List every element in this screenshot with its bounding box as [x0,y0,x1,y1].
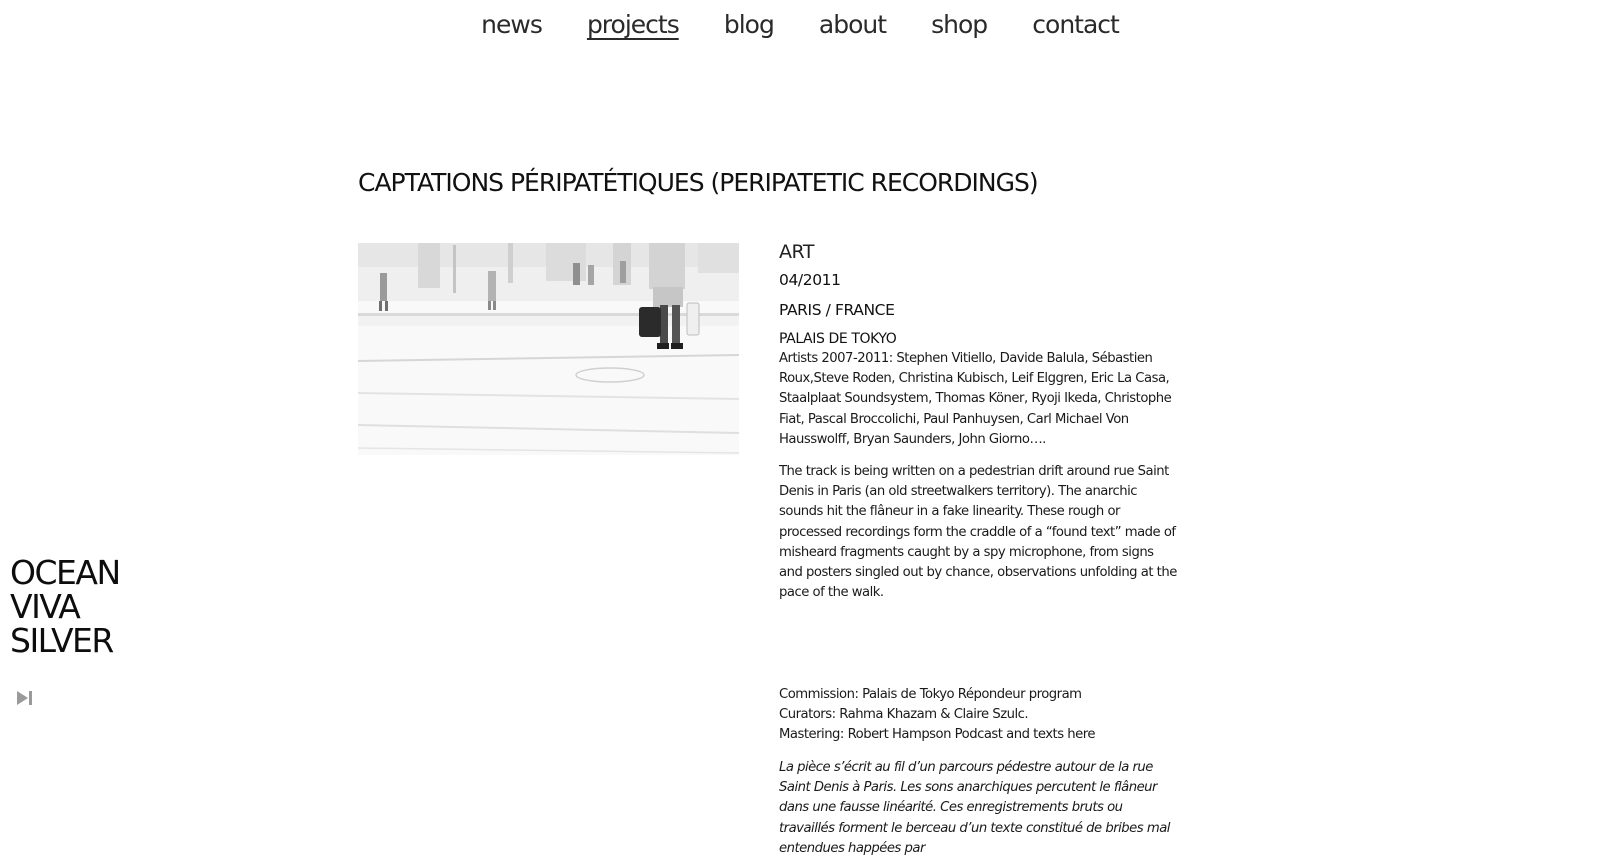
project-description: The track is being written on a pedestrian drift around rue Saint Denis in Paris (an old streetwalkers territory). The anarchic sounds hit the flâneur in a fake linearity. These rough or processed recordings form the craddle of a “found text” made of misheard fragments caught by a spy microphone, from signs and posters singled out by chance, observations unfolding at the pace of the walk. [779,464,1177,601]
page-title: CAPTATIONS PÉRIPATÉTIQUES (PERIPATETIC RECORDINGS) [358,168,1038,197]
credit-curators: Curators: Rahma Khazam & Claire Szulc. [779,707,1029,723]
nav-blog[interactable]: blog [723,10,774,39]
logo-line-silver: SILVER [10,621,113,660]
nav-news[interactable]: news [481,10,542,39]
logo-line-ocean: OCEAN [10,553,120,592]
project-venue: PALAIS DE TOKYO [779,331,897,347]
credit-commission: Commission: Palais de Tokyo Répondeur program [779,687,1082,702]
nav-projects[interactable]: projects [586,10,679,39]
project-credits [779,685,1179,746]
logo-line-viva: VIVA [10,587,80,626]
project-category: ART [779,241,814,263]
artists-list: Artists 2007-2011: Stephen Vitiello, Davide Balula, Sébastien Roux,Steve Roden, Christina Kubisch, Leif Elggren, Eric La Casa, Staalplaat Soundsystem, Thomas Köner, Ryoji Ikeda, Christophe Fiat, Pascal Broccolichi, Paul Panhuysen, Carl Michael Von Hausswolff, Bryan Saunders, John Giorno…. [779,351,1172,447]
nav-contact[interactable]: contact [1032,10,1119,39]
nav-shop[interactable]: shop [931,10,988,39]
main-nav [0,10,1600,39]
play-next-icon [15,690,35,706]
project-description-fr: La pièce s’écrit au fil d’un parcours pédestre autour de la rue Saint Denis à Paris. Les sons anarchiques percutent le flâneur dans une fausse linéarité. Ces enregistrements bruts ou travaillés forment le berceau d’un texte constitué de bribes mal entendues happées par [779,760,1170,856]
street-scene-image [358,243,739,455]
site-logo[interactable] [10,553,120,660]
project-date: 04/2011 [779,271,841,289]
nav-about[interactable]: about [818,10,887,39]
credit-mastering[interactable]: Mastering: Robert Hampson Podcast and texts here [779,727,1095,743]
project-location: PARIS / FRANCE [779,301,895,319]
play-next-button[interactable] [15,690,35,706]
project-photo[interactable] [358,243,739,455]
project-details [779,240,1179,603]
